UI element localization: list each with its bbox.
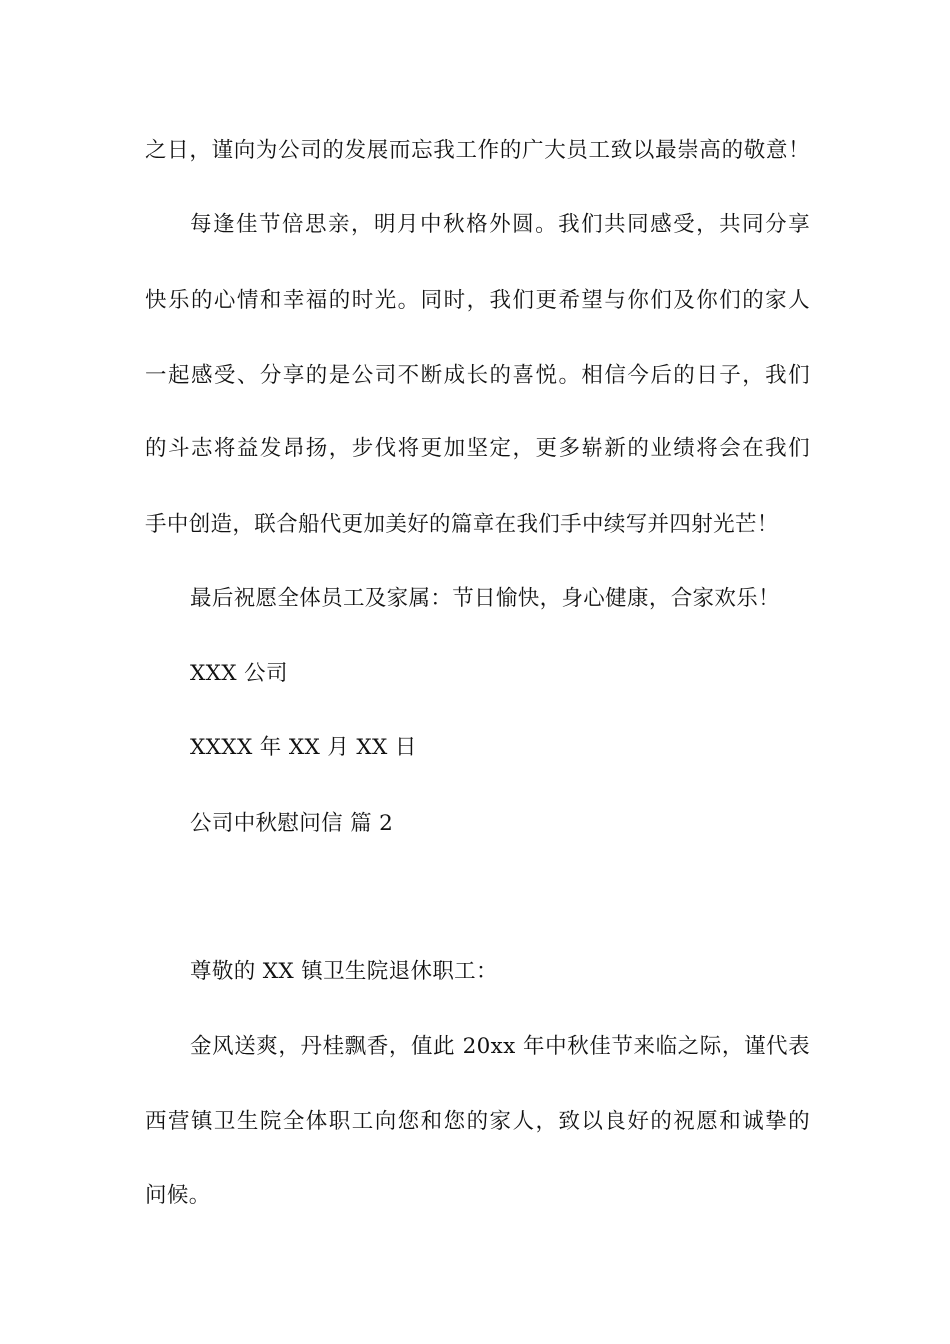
salutation: 尊敬的 XX 镇卫生院退休职工： — [190, 959, 498, 984]
paragraph-line: 一起感受、分享的是公司不断成长的喜悦。相信今后的日子，我们 — [145, 363, 810, 388]
closing-wishes: 最后祝愿全体员工及家属：节日愉快，身心健康，合家欢乐！ — [190, 586, 780, 611]
paragraph-line: 手中创造，联合船代更加美好的篇章在我们手中续写并四射光芒！ — [145, 512, 779, 537]
paragraph-line: 西营镇卫生院全体职工向您和您的家人，致以良好的祝愿和诚挚的 — [145, 1109, 810, 1134]
signature-company: XXX 公司 — [190, 661, 288, 686]
paragraph-line: 问候。 — [145, 1183, 211, 1208]
paragraph-line: 之日，谨向为公司的发展而忘我工作的广大员工致以最崇高的敬意！ — [145, 138, 810, 163]
signature-date: XXXX 年 XX 月 XX 日 — [190, 735, 417, 760]
section-heading: 公司中秋慰问信 篇 2 — [190, 811, 394, 836]
paragraph-line: 的斗志将益发昂扬，步伐将更加坚定，更多崭新的业绩将会在我们 — [145, 436, 810, 461]
paragraph-line: 快乐的心情和幸福的时光。同时，我们更希望与你们及你们的家人 — [145, 288, 810, 313]
paragraph-line: 金风送爽，丹桂飘香，值此 20xx 年中秋佳节来临之际，谨代表 — [190, 1034, 810, 1059]
paragraph-line: 每逢佳节倍思亲，明月中秋格外圆。我们共同感受，共同分享 — [190, 212, 810, 237]
